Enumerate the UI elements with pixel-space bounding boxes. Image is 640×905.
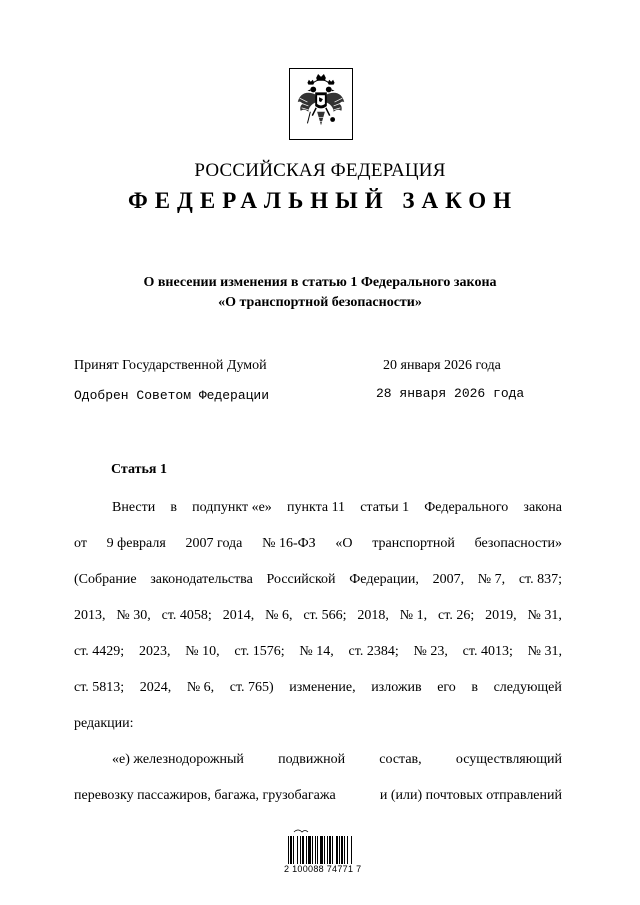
barcode-bar xyxy=(290,836,292,864)
law-title-line: «О транспортной безопасности» xyxy=(218,295,422,310)
article-word: состав, xyxy=(379,752,422,767)
article-word: законодательства xyxy=(150,572,253,587)
article-word: № 10, xyxy=(185,644,220,659)
barcode-bar xyxy=(341,836,343,864)
article-word: пункта 11 xyxy=(286,500,346,515)
article-word: (Собрание xyxy=(74,572,137,587)
article-word: ст. 4429; xyxy=(74,644,125,659)
article-word: его xyxy=(437,680,456,695)
article-text-line xyxy=(74,670,562,706)
article-heading: Статья 1 xyxy=(111,462,167,477)
country-name: РОССИЙСКАЯ ФЕДЕРАЦИЯ xyxy=(194,160,446,181)
article-word: изменение, xyxy=(289,680,356,695)
law-title xyxy=(60,273,580,313)
coat-of-arms-icon xyxy=(289,68,353,140)
barcode-bar xyxy=(324,836,325,864)
article-word: транспортной xyxy=(372,536,455,551)
article-word: и (или) почтовых отправлений xyxy=(379,788,562,803)
barcode-bar xyxy=(320,836,323,864)
article-word: № 16-ФЗ xyxy=(262,536,316,551)
law-title-line: О внесении изменения в статью 1 Федерального закона xyxy=(143,275,497,290)
council-approval-date: 28 января 2026 года xyxy=(376,386,525,401)
barcode-bar xyxy=(300,836,301,864)
article-word: статьи 1 xyxy=(360,500,410,515)
article-word: № 6, xyxy=(265,608,293,623)
article-word: № 1, xyxy=(399,608,428,623)
article-word: изложив xyxy=(371,680,422,695)
article-word: «е) железнодорожный xyxy=(112,752,244,767)
article-text-line xyxy=(74,706,562,742)
article-word: безопасности» xyxy=(474,536,562,551)
article-word: в xyxy=(170,500,177,515)
barcode-bar xyxy=(347,836,348,864)
barcode-bar xyxy=(297,836,298,864)
article-word: перевозку пассажиров, багажа, грузобагажа xyxy=(74,788,336,803)
article-word: 2013, xyxy=(74,608,106,623)
article-word: 2019, xyxy=(485,608,517,623)
barcode-bar xyxy=(293,836,294,864)
article-word: 2007 года xyxy=(185,536,243,551)
article-word: ст. 837; xyxy=(518,572,562,587)
council-approval-label: Одобрен Советом Федерации xyxy=(74,388,270,403)
article-word: в xyxy=(471,680,479,695)
duma-adoption-date: 20 января 2026 года xyxy=(383,358,501,373)
article-word: Федерации, xyxy=(349,572,419,587)
article-word: № 30, xyxy=(116,608,151,623)
article-word: 9 февраля xyxy=(106,536,166,551)
article-word: 2007, xyxy=(432,572,465,587)
barcode-number: 2 100088 74771 7 xyxy=(284,864,362,874)
article-text-line xyxy=(74,598,562,634)
article-text-line xyxy=(74,490,562,526)
article-text-line xyxy=(74,778,562,814)
article-word: ст. 4013; xyxy=(462,644,513,659)
article-word: № 14, xyxy=(299,644,334,659)
article-word: ст. 1576; xyxy=(234,644,285,659)
article-word: закона xyxy=(523,500,562,515)
article-word: ст. 26; xyxy=(438,608,475,623)
barcode-bar xyxy=(339,836,340,864)
article-word: от xyxy=(74,536,87,551)
article-word: 2024, xyxy=(139,680,172,695)
article-word: ст. 2384; xyxy=(348,644,399,659)
article-word: № 7, xyxy=(477,572,506,587)
article-word: Внести xyxy=(112,500,156,515)
article-word: № 31, xyxy=(527,608,562,623)
barcode-bar xyxy=(344,836,345,864)
article-text-line xyxy=(74,634,562,670)
barcode-bar xyxy=(315,836,316,864)
article-word: № 31, xyxy=(527,644,562,659)
law-type-heading: ФЕДЕРАЛЬНЫЙ ЗАКОН xyxy=(127,188,519,213)
article-word: подпункт «е» xyxy=(192,500,272,515)
barcode-bar xyxy=(312,836,313,864)
article-text-line xyxy=(74,742,562,778)
article-word: подвижной xyxy=(278,752,346,767)
article-text-line xyxy=(74,562,562,598)
article-word: 2014, xyxy=(222,608,255,623)
barcode-bar xyxy=(336,836,338,864)
barcode-bar xyxy=(327,836,328,864)
barcode-bar xyxy=(306,836,307,864)
article-word: ст. 566; xyxy=(303,608,347,623)
article-body xyxy=(74,490,562,814)
article-word: 2023, xyxy=(138,644,171,659)
article-word: следующей xyxy=(493,680,562,695)
article-word: ст. 4058; xyxy=(161,608,212,623)
article-word: ст. 765) xyxy=(229,680,274,695)
article-word: ст. 5813; xyxy=(74,680,125,695)
duma-adoption-label: Принят Государственной Думой xyxy=(74,358,267,373)
article-word: № 6, xyxy=(186,680,215,695)
article-word: редакции: xyxy=(74,716,134,731)
barcode-bar xyxy=(302,836,304,864)
barcode-bar xyxy=(308,836,311,864)
article-word: Федерального xyxy=(424,500,509,515)
article-word: «О xyxy=(335,536,353,551)
barcode-bar xyxy=(288,836,289,864)
barcode-bar xyxy=(329,836,331,864)
barcode-bar xyxy=(351,836,352,864)
article-word: Российской xyxy=(266,572,336,587)
article-word: 2018, xyxy=(357,608,389,623)
barcode-bar xyxy=(332,836,333,864)
barcode-bar xyxy=(317,836,318,864)
article-word: № 23, xyxy=(413,644,448,659)
article-word: осуществляющий xyxy=(455,752,562,767)
article-text-line xyxy=(74,526,562,562)
